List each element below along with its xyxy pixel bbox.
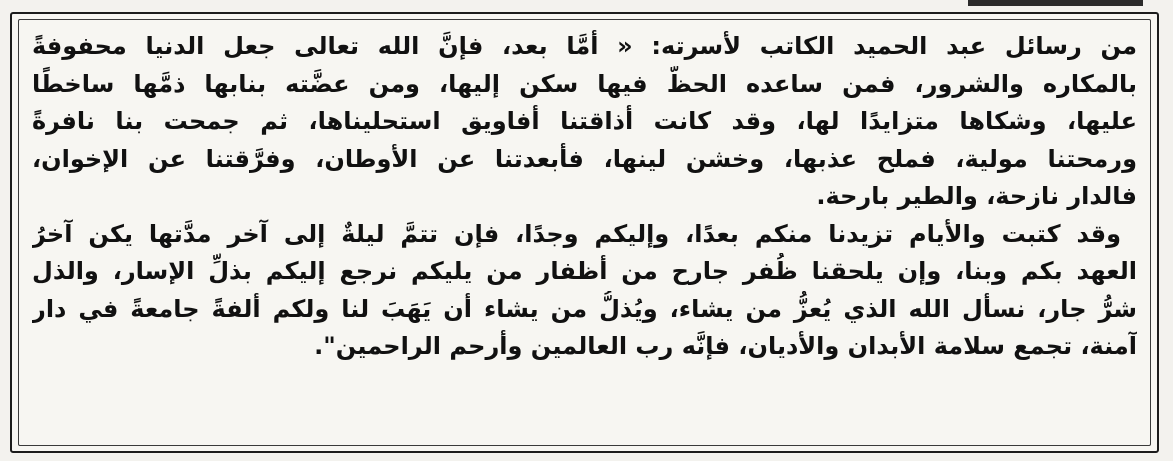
passage-line: فالدار نازحة، والطير بارحة. bbox=[816, 182, 1137, 210]
passage-text bbox=[32, 28, 1137, 366]
passage-line: ورمحتنا مولية، فملح عذبها، وخشن لينها، فأبعدتنا عن الأوطان، وفرَّقتنا عن الإخوان، bbox=[32, 144, 1137, 173]
text-box-frame bbox=[10, 12, 1159, 453]
passage-line: شرُّ جار، نسأل الله الذي يُعزُّ من يشاء، ويُذلُّ من يشاء أن يَهَبَ لنا ولكم ألفةً جامعةً في دار bbox=[32, 294, 1137, 323]
passage-line: بالمكاره والشرور، فمن ساعده الحظُّ فيها سكن إليها، ومن عضَّته بنابها ذمَّها ساخطًا bbox=[32, 69, 1137, 98]
passage-line: وقد كتبت والأيام تزيدنا منكم بعدًا، وإليكم وجدًا، فإن تتمَّ ليلةٌ إلى آخر مدَّتها يكن آخرُ bbox=[32, 219, 1121, 248]
passage-line: من رسائل عبد الحميد الكاتب لأسرته: « أمَّا بعد، فإنَّ الله تعالى جعل الدنيا محفوفةً bbox=[32, 32, 1137, 60]
top-tab-decoration bbox=[968, 0, 1143, 6]
passage-line: آمنة، تجمع سلامة الأبدان والأديان، فإنَّه رب العالمين وأرحم الراحمين". bbox=[314, 332, 1137, 360]
passage-line: عليها، وشكاها متزايدًا لها، وقد كانت أذاقتنا أفاويق استحليناها، ثم جمحت بنا نافرةً bbox=[32, 107, 1137, 135]
passage-line: العهد بكم وبنا، وإن يلحقنا ظُفر جارح من أظفار من يليكم نرجع إليكم بذلِّ الإسار، والذل bbox=[32, 257, 1137, 285]
